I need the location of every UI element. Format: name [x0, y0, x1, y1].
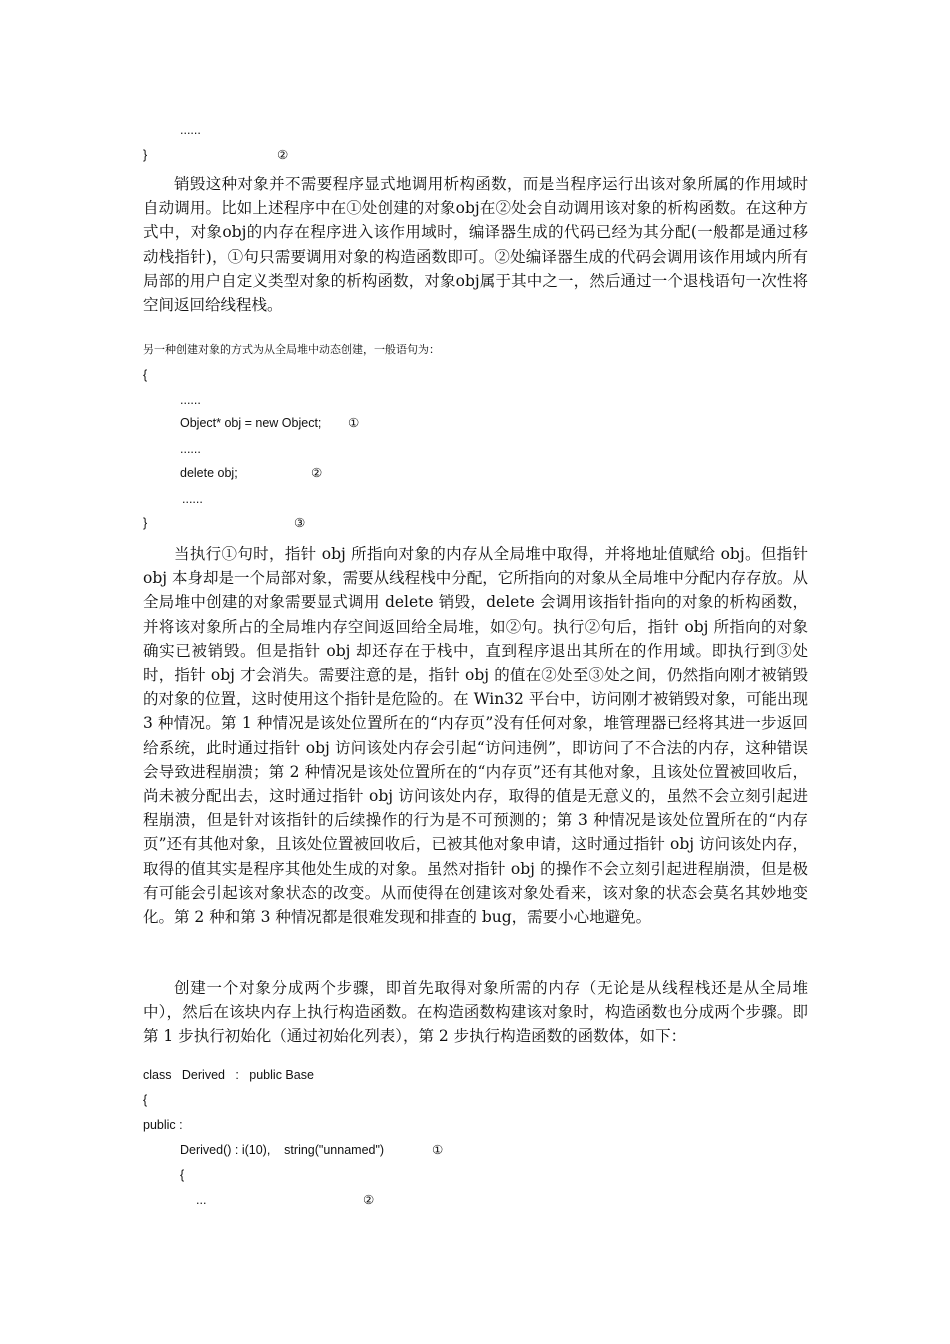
code-constructor-line: Derived() : i(10), string("unnamed")	[180, 1143, 385, 1157]
code-ellipsis: ......	[180, 123, 201, 137]
paragraph-stack-destruction: 销毁这种对象并不需要程序显式地调用析构函数，而是当程序运行出该对象所属的作用域时自动调用。比如上述程序中在①处创建的对象obj在②处会自动调用该对象的析构函数。在这种方式中，对象obj的内存在程序进入该作用域时，编译器生成的代码已经为其分配(一般都是通过移动栈指针)，①句只需要调用对象的构造函数即可。②处编译器生成的代码会调用该作用域内所有局部的用户自定义类型对象的析构函数，对象obj属于其中之一，然后通过一个退栈语句一次性将空间返回给线程栈。	[143, 175, 808, 315]
code-open-brace: {	[143, 1093, 148, 1107]
code-open-brace: {	[143, 368, 148, 382]
marker-2: ②	[311, 465, 323, 480]
marker-2: ②	[277, 147, 289, 162]
code-ellipsis: ...	[196, 1193, 207, 1207]
code-new-object-line: Object* obj = new Object;	[180, 416, 322, 430]
code-class-line: class Derived : public Base	[143, 1068, 314, 1082]
marker-3: ③	[294, 515, 306, 530]
code-public-line: public :	[143, 1118, 183, 1132]
code-delete-line: delete obj;	[180, 466, 238, 480]
code-close-brace: }	[143, 516, 148, 530]
code-ellipsis: ......	[180, 442, 201, 456]
marker-2: ②	[363, 1192, 375, 1207]
code-ellipsis: ......	[180, 393, 201, 407]
paragraph-heap-destruction: 当执行①句时，指针 obj 所指向对象的内存从全局堆中取得，并将地址值赋给 obj。但指针 obj 本身却是一个局部对象，需要从线程栈中分配，它所指向的对象从全局堆中分配内存存放。从全局堆中创建的对象需要显式调用 delete 销毁，delete 会调用该指针指向的对象的析构函数，并将该对象所占的全局堆内存空间返回给全局堆，如②句。执行②句后，指针 obj 所指向的对象确实已被销毁。但是指针 obj 却还存在于栈中，直到程序退出其所在的作用域。即执行到③处时，指针 obj 才会消失。需要注意的是，指针 obj 的值在②处至③处之间，仍然指向刚才被销毁的对象的位置，这时使用这个指针是危险的。在 Win32 平台中，访问刚才被销毁对象，可能出现 3 种情况。第 1 种情况是该处位置所在的“内存页”没有任何对象，堆管理器已经将其进一步返回给系统，此时通过指针 obj 访问该处内存会引起“访问违例”，即访问了不合法的内存，这种错误会导致进程崩溃；第 2 种情况是该处位置所在的“内存页”还有其他对象，且该处位置被回收后，尚未被分配出去，这时通过指针 obj 访问该处内存，取得的值是无意义的，虽然不会立刻引起进程崩溃，但是针对该指针的后续操作的行为是不可预测的；第 3 种情况是该处位置所在的“内存页”还有其他对象，且该处位置被回收后，已被其他对象申请，这时通过指针 obj 访问该处内存，取得的值其实是程序其他处生成的对象。虽然对指针 obj 的操作不会立刻引起进程崩溃，但是极有可能会引起该对象状态的改变。从而使得在创建该对象处看来，该对象的状态会莫名其妙地变化。第 2 种和第 3 种情况都是很难发现和排查的 bug，需要小心地避免。	[143, 545, 808, 927]
marker-1: ①	[432, 1142, 444, 1157]
code-ellipsis: ......	[182, 492, 203, 506]
marker-1: ①	[348, 415, 360, 430]
heap-creation-intro: 另一种创建对象的方式为从全局堆中动态创建，一般语句为：	[143, 343, 440, 356]
code-close-brace: }	[143, 148, 148, 162]
paragraph-construction-steps: 创建一个对象分成两个步骤，即首先取得对象所需的内存（无论是从线程栈还是从全局堆中），然后在该块内存上执行构造函数。在构造函数构建该对象时，构造函数也分成两个步骤。即第 1 步执行初始化（通过初始化列表），第 2 步执行构造函数的函数体，如下：	[143, 979, 808, 1046]
code-open-brace: {	[180, 1168, 185, 1182]
